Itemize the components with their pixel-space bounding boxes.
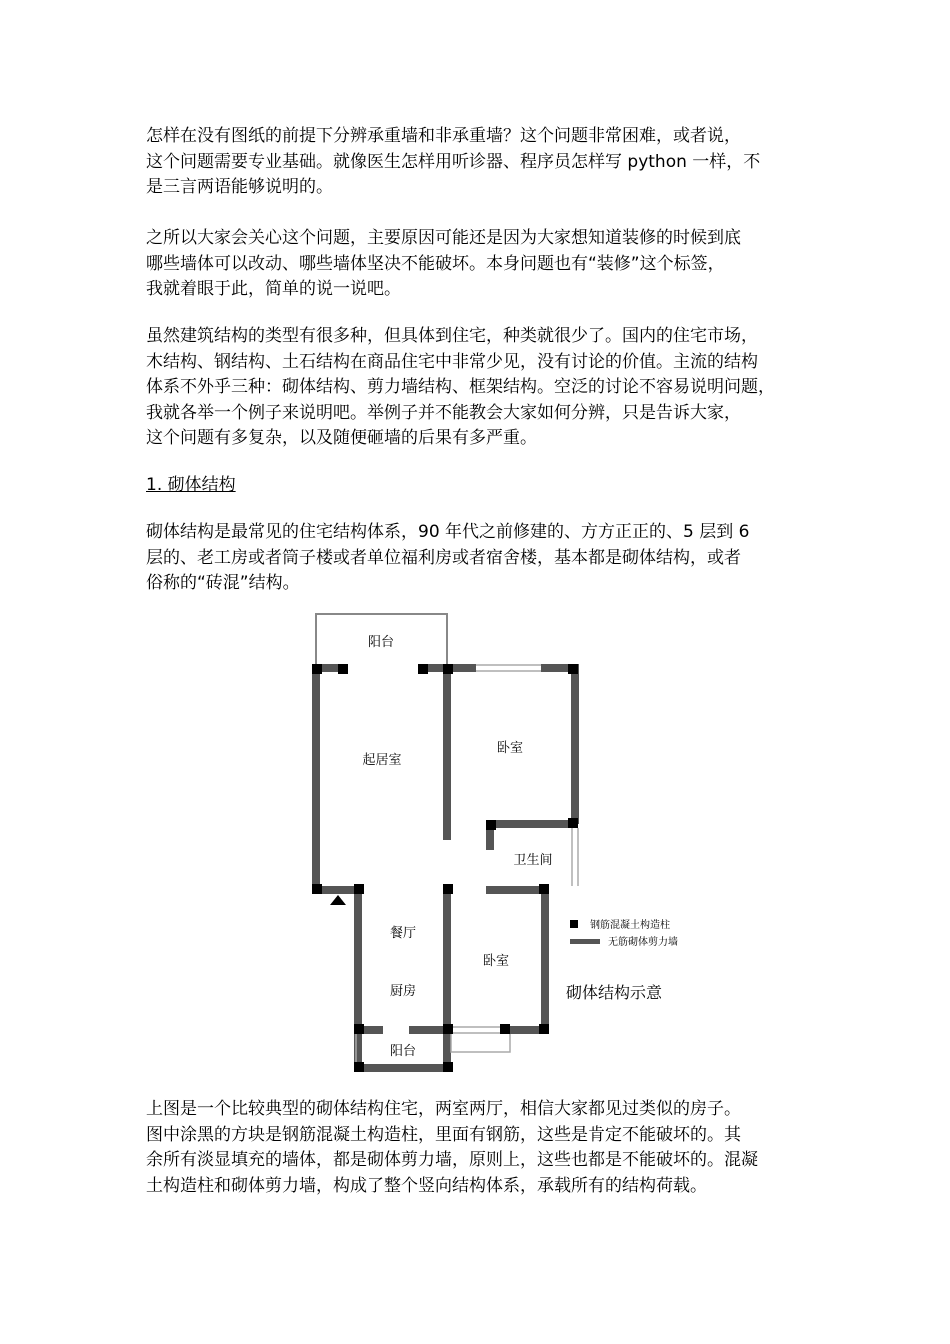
text-line: 怎样在没有图纸的前提下分辨承重墙和非承重墙？这个问题非常困难，或者说， <box>146 126 741 146</box>
text-line: 之所以大家会关心这个问题，主要原因可能还是因为大家想知道装修的时候到底 <box>146 228 741 248</box>
text-line: 虽然建筑结构的类型有很多种，但具体到住宅，种类就很少了。国内的住宅市场， <box>146 326 758 346</box>
text-line: 余所有淡显填充的墙体，都是砌体剪力墙，原则上，这些也都是不能破坏的。混凝 <box>146 1150 758 1170</box>
text-line: 俗称的“砖混”结构。 <box>146 573 300 593</box>
text-line: 层的、老工房或者筒子楼或者单位福利房或者宿舍楼，基本都是砌体结构，或者 <box>146 547 741 568</box>
paragraph-structure-types <box>146 324 806 452</box>
text-line: 我就着眼于此，简单的说一说吧。 <box>146 279 401 299</box>
text-line: 哪些墙体可以改动、哪些墙体坚决不能破坏。本身问题也有“装修”这个标签， <box>146 253 725 274</box>
paragraph-diagram-explanation <box>146 1097 806 1199</box>
room-label-kitchen: 厨房 <box>389 984 417 999</box>
text-line: 砌体结构是最常见的住宅结构体系，90 年代之前修建的、方方正正的、5 层到 6 <box>146 522 750 542</box>
text-line: 土构造柱和砌体剪力墙，构成了整个竖向结构体系，承载所有的结构荷载。 <box>146 1175 707 1196</box>
legend-column-swatch <box>570 920 578 928</box>
paragraph-masonry-intro <box>146 520 806 597</box>
legend <box>570 918 678 948</box>
legend-wall-swatch <box>570 939 600 944</box>
text-line: 是三言两语能够说明的。 <box>146 177 333 197</box>
text-line: 我就各举一个例子来说明吧。举例子并不能教会大家如何分辨，只是告诉大家， <box>146 402 741 423</box>
room-label-dining: 餐厅 <box>389 926 417 941</box>
text-line: 图中涂黑的方块是钢筋混凝土构造柱，里面有钢筋，这些是肯定不能破坏的。其 <box>146 1124 741 1145</box>
paragraph-reason <box>146 226 806 303</box>
floor-plan-diagram <box>296 610 716 1080</box>
text-line: 体系不外乎三种：砌体结构、剪力墙结构、框架结构。空泛的讨论不容易说明问题， <box>146 377 775 397</box>
masonry-walls <box>312 664 579 1072</box>
diagram-caption: 砌体结构示意 <box>566 983 663 1002</box>
text-line: 这个问题需要专业基础。就像医生怎样用听诊器、程序员怎样写 python 一样，不 <box>146 151 761 172</box>
text-line: 这个问题有多复杂，以及随便砸墙的后果有多严重。 <box>146 428 537 448</box>
legend-column-label: 钢筋混凝土构造柱 <box>590 920 670 931</box>
paragraph-intro <box>146 124 806 201</box>
legend-wall-label: 无筋砌体剪力墙 <box>608 937 678 948</box>
room-label-balcony-bottom: 阳台 <box>389 1044 417 1059</box>
text-line: 木结构、钢结构、土石结构在商品住宅中非常少见，没有讨论的价值。主流的结构 <box>146 351 758 372</box>
room-label-bedroom-bottom: 卧室 <box>482 954 510 969</box>
text-line: 上图是一个比较典型的砌体结构住宅，两室两厅，相信大家都见过类似的房子。 <box>146 1099 741 1119</box>
room-label-bedroom-top: 卧室 <box>496 741 524 756</box>
entrance-arrow-icon <box>330 895 346 905</box>
room-label-balcony-top: 阳台 <box>367 635 395 650</box>
section-heading: 1. 砌体结构 <box>146 475 236 495</box>
room-label-bathroom: 卫生间 <box>513 853 553 868</box>
room-label-living-room: 起居室 <box>362 753 402 768</box>
